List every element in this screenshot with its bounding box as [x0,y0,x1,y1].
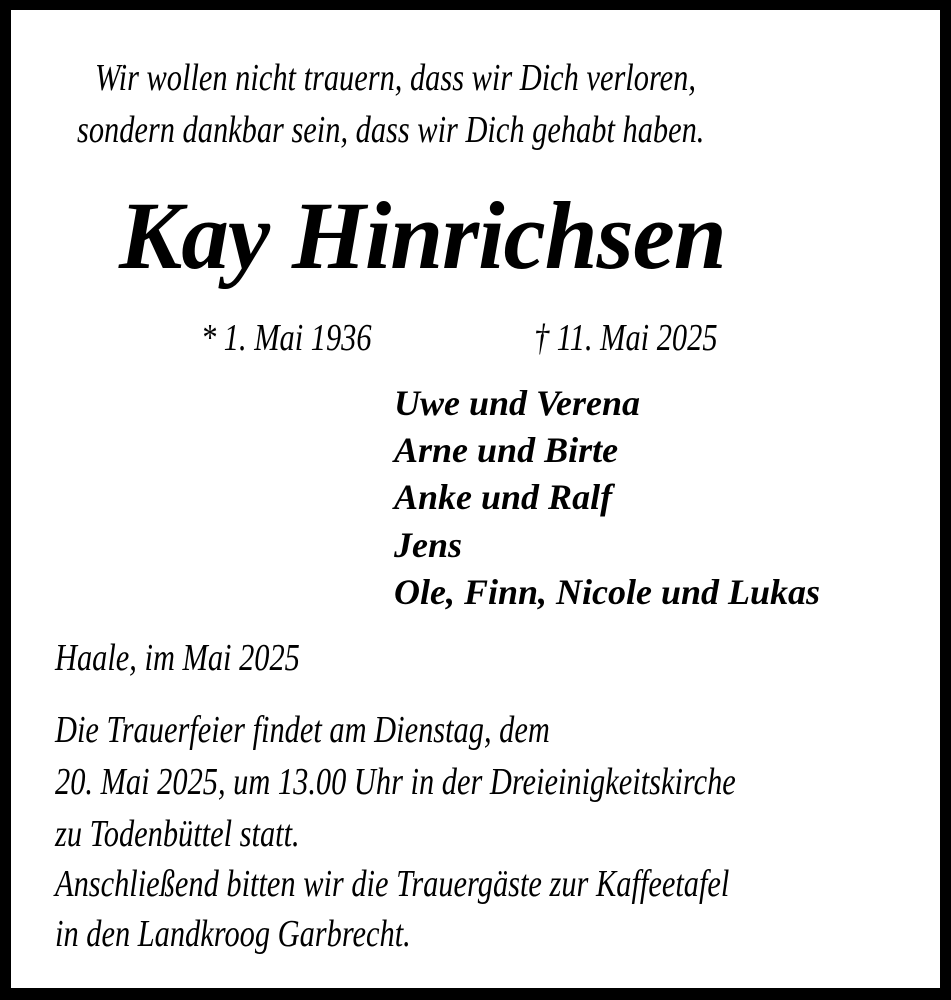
service-line: Die Trauerfeier findet am Dienstag, dem [55,709,550,751]
obituary-notice [11,10,940,988]
death-date: † 11. Mai 2025 [534,317,718,359]
service-line: 20. Mai 2025, um 13.00 Uhr in der Dreieinigkeitskirche [55,761,736,803]
service-line: Anschließend bitten wir die Trauergäste zur Kaffeetafel [55,863,730,905]
quote-line-2: sondern dankbar sein, dass wir Dich gehabt haben. [77,109,705,151]
family-member: Anke und Ralf [394,477,613,517]
service-line: in den Landkroog Garbrecht. [55,913,411,955]
deceased-name: Kay Hinrichsen [119,182,726,289]
family-member: Ole, Finn, Nicole und Lukas [394,572,821,612]
quote-line-1: Wir wollen nicht trauern, dass wir Dich verloren, [95,57,696,99]
service-line: zu Todenbüttel statt. [55,813,300,855]
family-member: Arne und Birte [394,430,619,470]
family-member: Uwe und Verena [394,383,641,423]
family-member: Jens [394,525,463,565]
place-date: Haale, im Mai 2025 [55,637,300,679]
birth-date: * 1. Mai 1936 [201,317,372,359]
